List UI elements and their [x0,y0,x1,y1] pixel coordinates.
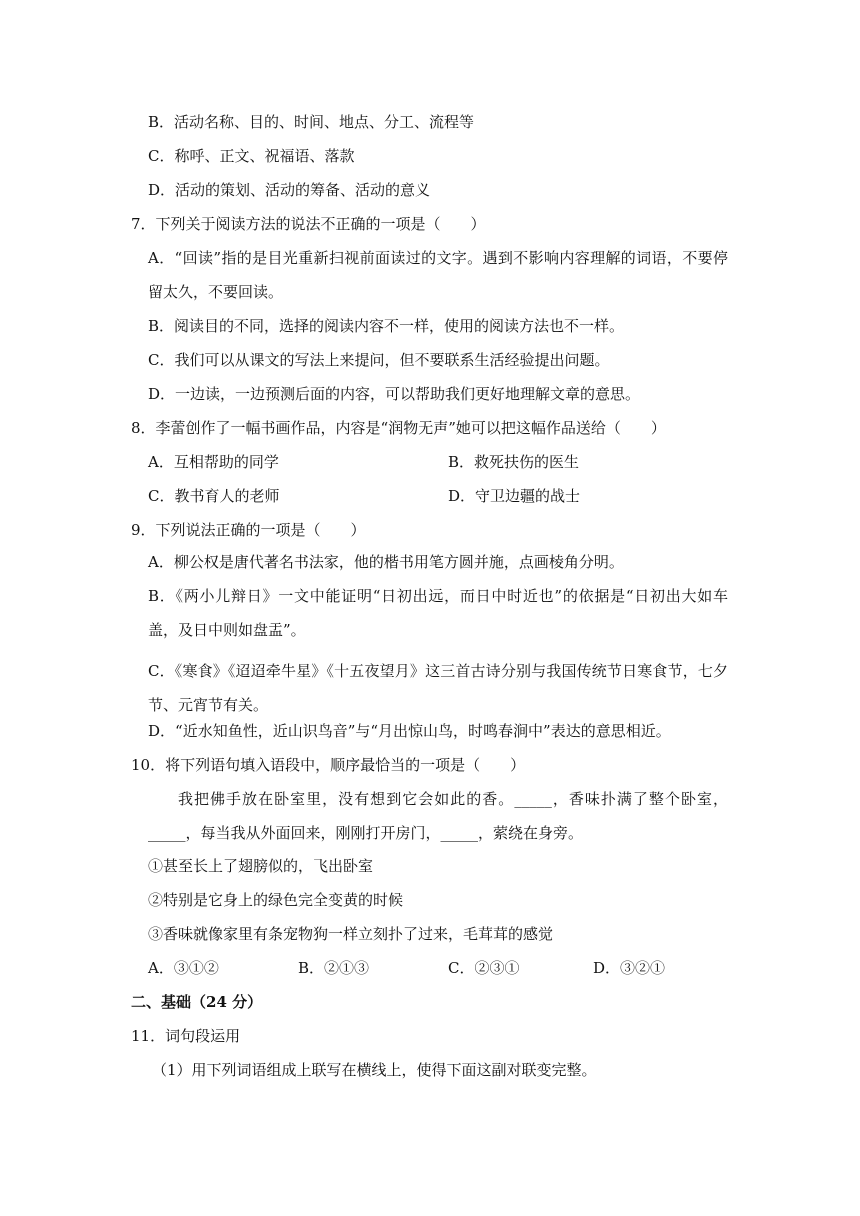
q10-stem: 10．将下列语句填入语段中，顺序最恰当的一项是（ ） [131,756,526,774]
section-2-heading: 二、基础（24 分） [131,993,263,1011]
q9-option-b: B．《两小儿辩日》一文中能证明“日初出远，而日中时近也”的依据是“日初出大如车盖，及日中则如盘盂”。 [148,587,728,639]
q6-option-c: C．称呼、正文、祝福语、落款 [148,147,355,165]
q10-sentence-3: ③香味就像家里有条宠物狗一样立刻扑了过来，毛茸茸的感觉 [148,925,554,943]
q7-stem: 7．下列关于阅读方法的说法不正确的一项是（ ） [131,215,486,233]
q8-option-a: A．互相帮助的同学 [148,453,279,471]
q9-stem: 9．下列说法正确的一项是（ ） [131,521,366,539]
q10-sentence-2: ②特别是它身上的绿色完全变黄的时候 [148,891,404,909]
q6-option-b: B．活动名称、目的、时间、地点、分工、流程等 [148,113,475,131]
q10-option-d: D．③②① [593,959,666,977]
q9-option-c: C．《寒食》《迢迢牵牛星》《十五夜望月》这三首古诗分别与我国传统节日寒食节，七夕节、元宵节有关。 [148,662,728,714]
q10-option-b: B．②①③ [298,959,370,977]
q8-option-c: C．教书育人的老师 [148,487,280,505]
q7-option-c: C．我们可以从课文的写法上来提问，但不要联系生活经验提出问题。 [148,351,610,369]
q11-stem: 11．词句段运用 [131,1027,241,1045]
q8-option-d: D．守卫边疆的战士 [448,487,581,505]
q8-option-b: B．救死扶伤的医生 [448,453,580,471]
q7-option-b: B．阅读目的不同，选择的阅读内容不一样，使用的阅读方法也不一样。 [148,317,625,335]
q11-part-1: （1）用下列词语组成上联写在横线上，使得下面这副对联变完整。 [152,1061,597,1079]
q8-stem: 8．李蕾创作了一幅书画作品，内容是“润物无声”她可以把这幅作品送给（ ） [131,419,666,437]
q10-option-c: C．②③① [448,959,520,977]
q9-option-d: D．“近水知鱼性，近山识鸟音”与“月出惊山鸟，时鸣春涧中”表达的意思相近。 [148,722,671,740]
q10-passage: 我把佛手放在卧室里，没有想到它会如此的香。_____，香味扑满了整个卧室，_____，每当我从外面回来，刚刚打开房门，_____，萦绕在身旁。 [148,790,728,842]
q10-sentence-1: ①甚至长上了翅膀似的，飞出卧室 [148,857,374,875]
q9-option-a: A．柳公权是唐代著名书法家，他的楷书用笔方圆并施，点画棱角分明。 [148,553,624,571]
q10-option-a: A．③①② [148,959,219,977]
q7-option-a: A．“回读”指的是目光重新扫视前面读过的文字。遇到不影响内容理解的词语，不要停留太久，不要回读。 [148,249,728,301]
q7-option-d: D．一边读，一边预测后面的内容，可以帮助我们更好地理解文章的意思。 [148,385,641,403]
q6-option-d: D．活动的策划、活动的筹备、活动的意义 [148,181,431,199]
